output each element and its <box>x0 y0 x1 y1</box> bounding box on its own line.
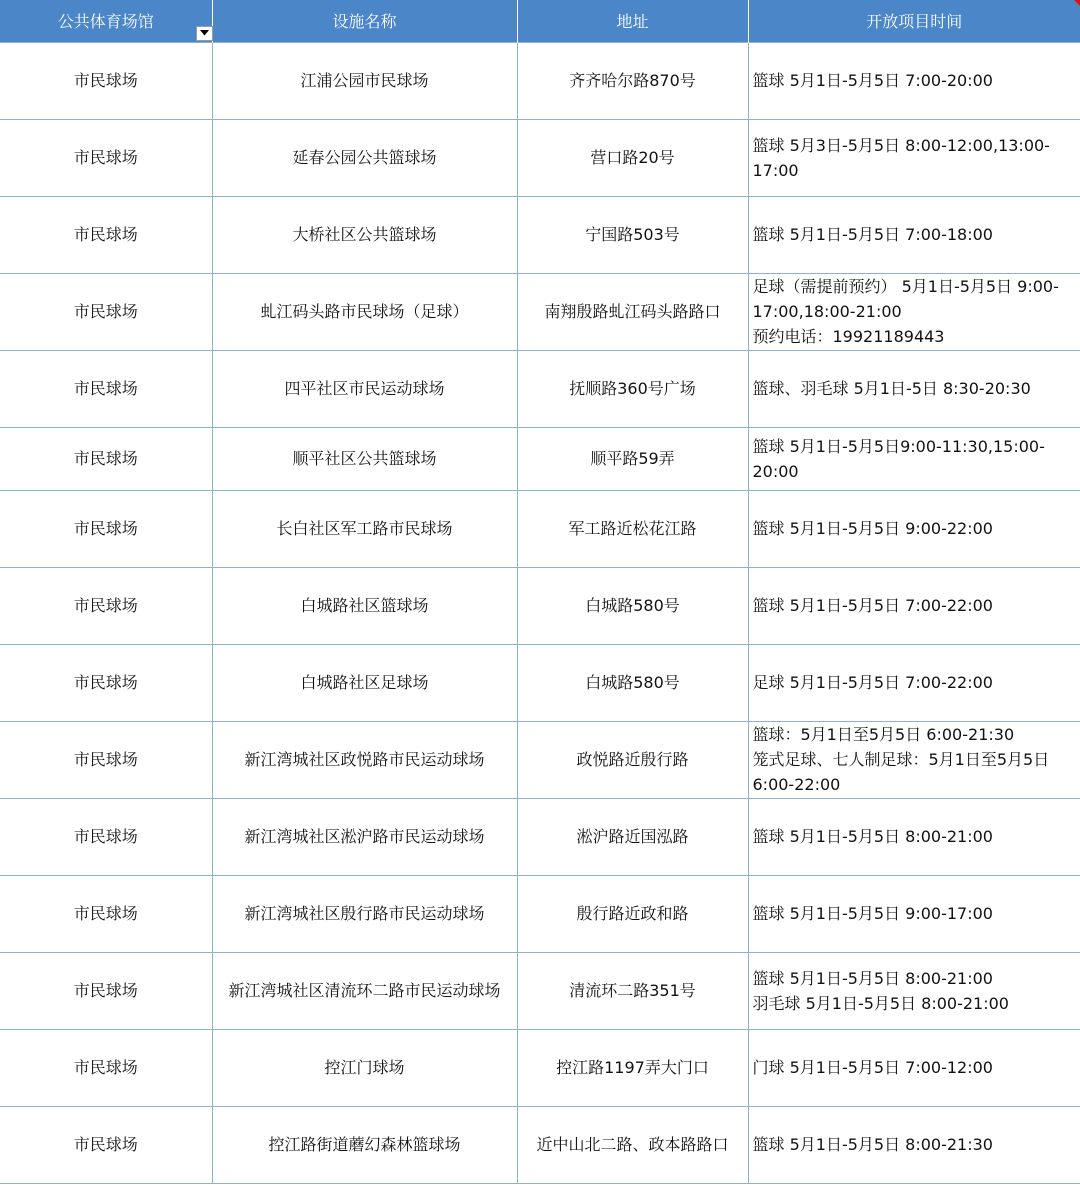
table-row <box>0 875 1080 952</box>
cell-facility-name[interactable]: 四平社区市民运动球场 <box>212 350 517 427</box>
cell-venue-type[interactable]: 市民球场 <box>0 798 212 875</box>
cell-venue-type[interactable]: 市民球场 <box>0 42 212 119</box>
cell-facility-name[interactable]: 大桥社区公共篮球场 <box>212 196 517 273</box>
cell-open-hours[interactable] <box>748 196 1080 273</box>
hours-line: 17:00 <box>752 160 799 180</box>
cell-address[interactable]: 清流环二路351号 <box>517 952 748 1029</box>
hours-line: 篮球 5月1日-5月5日 9:00-17:00 <box>752 904 993 923</box>
cell-venue-type[interactable]: 市民球场 <box>0 119 212 196</box>
cell-venue-type[interactable]: 市民球场 <box>0 196 212 273</box>
cell-open-hours[interactable] <box>748 1029 1080 1106</box>
table-row <box>0 196 1080 273</box>
cell-facility-name[interactable]: 白城路社区足球场 <box>212 644 517 721</box>
header-venue-type[interactable]: 公共体育场馆 <box>0 0 212 42</box>
cell-address[interactable]: 南翔殷路虬江码头路路口 <box>517 273 748 350</box>
hours-line: 羽毛球 5月1日-5月5日 8:00-21:00 <box>752 993 1009 1013</box>
cell-open-hours[interactable] <box>748 119 1080 196</box>
cell-facility-name[interactable]: 江浦公园市民球场 <box>212 42 517 119</box>
table-row <box>0 1106 1080 1183</box>
cell-address[interactable]: 淞沪路近国泓路 <box>517 798 748 875</box>
hours-line: 预约电话：19921189443 <box>752 327 945 346</box>
table-row <box>0 350 1080 427</box>
hours-line: 17:00,18:00-21:00 <box>752 302 902 321</box>
hours-line: 篮球 5月1日-5月5日 7:00-18:00 <box>752 225 993 244</box>
header-row <box>0 0 1080 42</box>
filter-dropdown-button[interactable] <box>196 26 213 41</box>
hours-line: 篮球 5月1日-5月5日 8:00-21:00 <box>752 968 993 988</box>
comment-indicator-icon <box>1074 0 1080 6</box>
cell-facility-name[interactable]: 新江湾城社区殷行路市民运动球场 <box>212 875 517 952</box>
hours-line: 20:00 <box>752 461 799 481</box>
hours-line: 篮球 5月1日-5月5日 7:00-22:00 <box>752 596 993 615</box>
cell-facility-name[interactable]: 虬江码头路市民球场（足球） <box>212 273 517 350</box>
cell-venue-type[interactable]: 市民球场 <box>0 1106 212 1183</box>
table-row <box>0 1029 1080 1106</box>
cell-venue-type[interactable]: 市民球场 <box>0 350 212 427</box>
cell-open-hours[interactable] <box>748 721 1080 798</box>
hours-line: 篮球 5月3日-5月5日 8:00-12:00,13:00- <box>752 135 1050 155</box>
cell-facility-name[interactable]: 顺平社区公共篮球场 <box>212 427 517 490</box>
cell-venue-type[interactable]: 市民球场 <box>0 427 212 490</box>
hours-line: 足球（需提前预约） 5月1日-5月5日 9:00- <box>752 277 1059 296</box>
hours-line: 门球 5月1日-5月5日 7:00-12:00 <box>752 1058 993 1077</box>
hours-line: 篮球 5月1日-5月5日 8:00-21:30 <box>752 1135 993 1154</box>
hours-line: 足球 5月1日-5月5日 7:00-22:00 <box>752 673 993 692</box>
cell-venue-type[interactable]: 市民球场 <box>0 952 212 1029</box>
cell-address[interactable]: 近中山北二路、政本路路口 <box>517 1106 748 1183</box>
hours-line: 篮球 5月1日-5月5日 8:00-21:00 <box>752 827 993 846</box>
cell-facility-name[interactable]: 新江湾城社区清流环二路市民运动球场 <box>212 952 517 1029</box>
table-row <box>0 273 1080 350</box>
header-facility-name[interactable]: 设施名称 <box>212 0 517 42</box>
cell-address[interactable]: 齐齐哈尔路870号 <box>517 42 748 119</box>
cell-open-hours[interactable] <box>748 567 1080 644</box>
cell-facility-name[interactable]: 延春公园公共篮球场 <box>212 119 517 196</box>
cell-facility-name[interactable]: 控江门球场 <box>212 1029 517 1106</box>
hours-line: 篮球：5月1日至5月5日 6:00-21:30 <box>752 725 1015 744</box>
cell-open-hours[interactable] <box>748 644 1080 721</box>
cell-venue-type[interactable]: 市民球场 <box>0 273 212 350</box>
cell-open-hours[interactable] <box>748 42 1080 119</box>
cell-open-hours[interactable] <box>748 1106 1080 1183</box>
chevron-down-icon <box>200 30 209 36</box>
cell-venue-type[interactable]: 市民球场 <box>0 567 212 644</box>
table-row <box>0 721 1080 798</box>
table-row <box>0 490 1080 567</box>
cell-open-hours[interactable] <box>748 273 1080 350</box>
table-row <box>0 427 1080 490</box>
cell-address[interactable]: 顺平路59弄 <box>517 427 748 490</box>
cell-venue-type[interactable]: 市民球场 <box>0 644 212 721</box>
table-row <box>0 644 1080 721</box>
hours-line: 篮球 5月1日-5月5日 9:00-22:00 <box>752 519 993 538</box>
hours-line: 笼式足球、七人制足球：5月1日至5月5日 <box>752 750 1050 769</box>
cell-facility-name[interactable]: 新江湾城社区政悦路市民运动球场 <box>212 721 517 798</box>
cell-open-hours[interactable] <box>748 798 1080 875</box>
cell-address[interactable]: 殷行路近政和路 <box>517 875 748 952</box>
table-row <box>0 952 1080 1029</box>
cell-open-hours[interactable] <box>748 350 1080 427</box>
cell-facility-name[interactable]: 控江路街道蘑幻森林篮球场 <box>212 1106 517 1183</box>
cell-address[interactable]: 营口路20号 <box>517 119 748 196</box>
header-open-hours[interactable]: 开放项目时间 <box>748 0 1080 42</box>
hours-line: 6:00-22:00 <box>752 775 841 794</box>
cell-address[interactable]: 抚顺路360号广场 <box>517 350 748 427</box>
hours-line: 篮球 5月1日-5月5日9:00-11:30,15:00- <box>752 436 1045 456</box>
cell-venue-type[interactable]: 市民球场 <box>0 1029 212 1106</box>
cell-venue-type[interactable]: 市民球场 <box>0 875 212 952</box>
cell-facility-name[interactable]: 长白社区军工路市民球场 <box>212 490 517 567</box>
cell-address[interactable]: 控江路1197弄大门口 <box>517 1029 748 1106</box>
cell-address[interactable]: 白城路580号 <box>517 567 748 644</box>
cell-address[interactable]: 军工路近松花江路 <box>517 490 748 567</box>
cell-venue-type[interactable]: 市民球场 <box>0 490 212 567</box>
hours-line: 篮球 5月1日-5月5日 7:00-20:00 <box>752 71 993 90</box>
cell-open-hours[interactable] <box>748 952 1080 1029</box>
cell-venue-type[interactable]: 市民球场 <box>0 721 212 798</box>
cell-open-hours[interactable] <box>748 875 1080 952</box>
hours-line: 篮球、羽毛球 5月1日-5日 8:30-20:30 <box>752 379 1031 398</box>
table-row <box>0 119 1080 196</box>
cell-address[interactable]: 宁国路503号 <box>517 196 748 273</box>
table-row <box>0 42 1080 119</box>
cell-address[interactable]: 白城路580号 <box>517 644 748 721</box>
table-row <box>0 567 1080 644</box>
cell-facility-name[interactable]: 新江湾城社区淞沪路市民运动球场 <box>212 798 517 875</box>
cell-facility-name[interactable]: 白城路社区篮球场 <box>212 567 517 644</box>
cell-open-hours[interactable] <box>748 427 1080 490</box>
cell-address[interactable]: 政悦路近殷行路 <box>517 721 748 798</box>
table-row <box>0 798 1080 875</box>
cell-open-hours[interactable] <box>748 490 1080 567</box>
header-address[interactable]: 地址 <box>517 0 748 42</box>
